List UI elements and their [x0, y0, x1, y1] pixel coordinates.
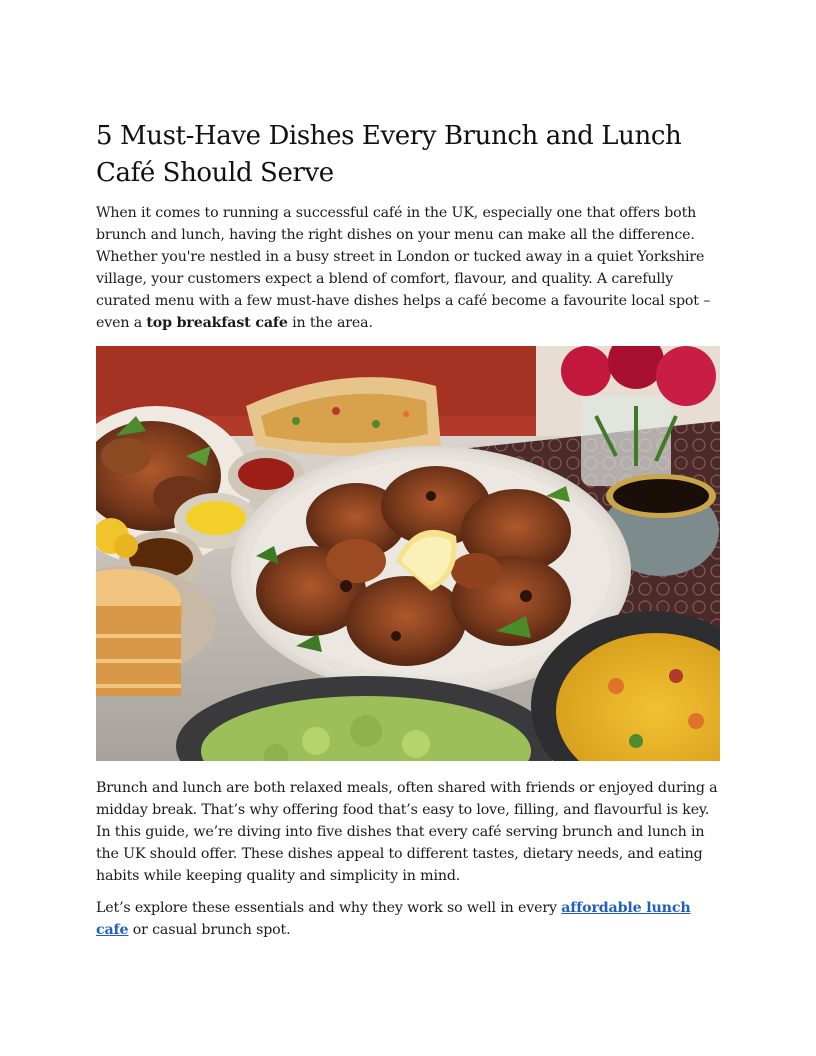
para3-end-text: or casual brunch spot.: [128, 922, 291, 938]
intro-end-text: in the area.: [287, 315, 373, 331]
affordable-lunch-cafe-link[interactable]: affordable lunch cafe: [96, 900, 691, 938]
intro-paragraph: [96, 202, 722, 334]
body-paragraph-3: [96, 897, 722, 941]
intro-text: When it comes to running a successful café in the UK, especially one that offers both brunch and lunch, having the right dishes on your menu can make all the difference. Whether you're nestled in a busy street in London or tucked away in a quiet Yorkshire village, your customers expect a blend of comfort, flavour, and quality. A carefully curated menu with a few must-have dishes helps a café become a favourite local spot – even a: [96, 205, 711, 331]
body-paragraph-2: Brunch and lunch are both relaxed meals, often shared with friends or enjoyed during a midday break. That’s why offering food that’s easy to love, filling, and flavourful is key. In this guide, we’re diving into five dishes that every café serving brunch and lunch in the UK should offer. These dishes appeal to different tastes, dietary needs, and eating habits while keeping quality and simplicity in mind.: [96, 780, 718, 884]
article-title: 5 Must-Have Dishes Every Brunch and Lunch Café Should Serve: [96, 121, 682, 188]
document-page: [96, 118, 722, 941]
para3-start-text: Let’s explore these essentials and why they work so well in every: [96, 900, 562, 916]
intro-bold-text: top breakfast cafe: [146, 315, 288, 331]
food-spread-photo: [96, 346, 720, 761]
